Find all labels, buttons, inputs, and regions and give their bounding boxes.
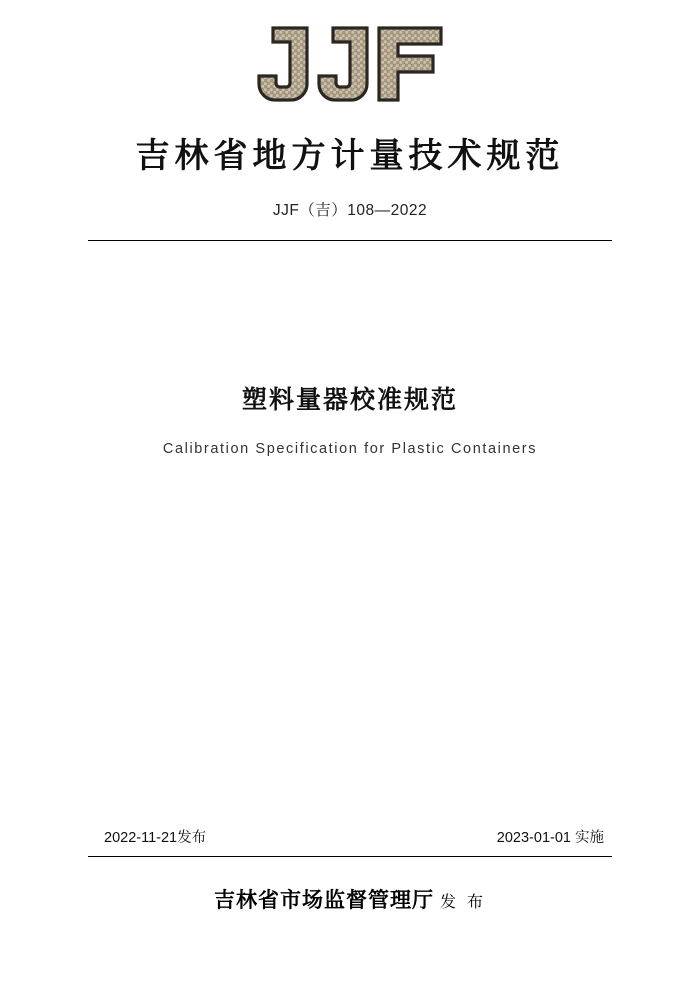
jjf-logo — [0, 22, 700, 115]
divider-bottom — [88, 856, 612, 857]
effective-date: 2023-01-01 实施 — [496, 830, 604, 846]
publisher-verb: 发 布 — [439, 892, 487, 911]
issue-date: 2022-11-21发布 — [104, 830, 207, 846]
date-row — [88, 826, 612, 847]
standard-code: JJF（吉）108—2022 — [272, 202, 428, 219]
divider-top — [88, 240, 612, 241]
publisher-line — [0, 884, 700, 914]
document-title-chinese: 塑料量器校准规范 — [241, 385, 458, 414]
page-title: 吉林省地方计量技术规范 — [135, 136, 565, 176]
document-title-english: Calibration Specification for Plastic Containers — [162, 441, 538, 457]
jjf-logo-icon — [255, 22, 445, 110]
publisher-organization: 吉林省市场监督管理厅 — [213, 887, 434, 912]
